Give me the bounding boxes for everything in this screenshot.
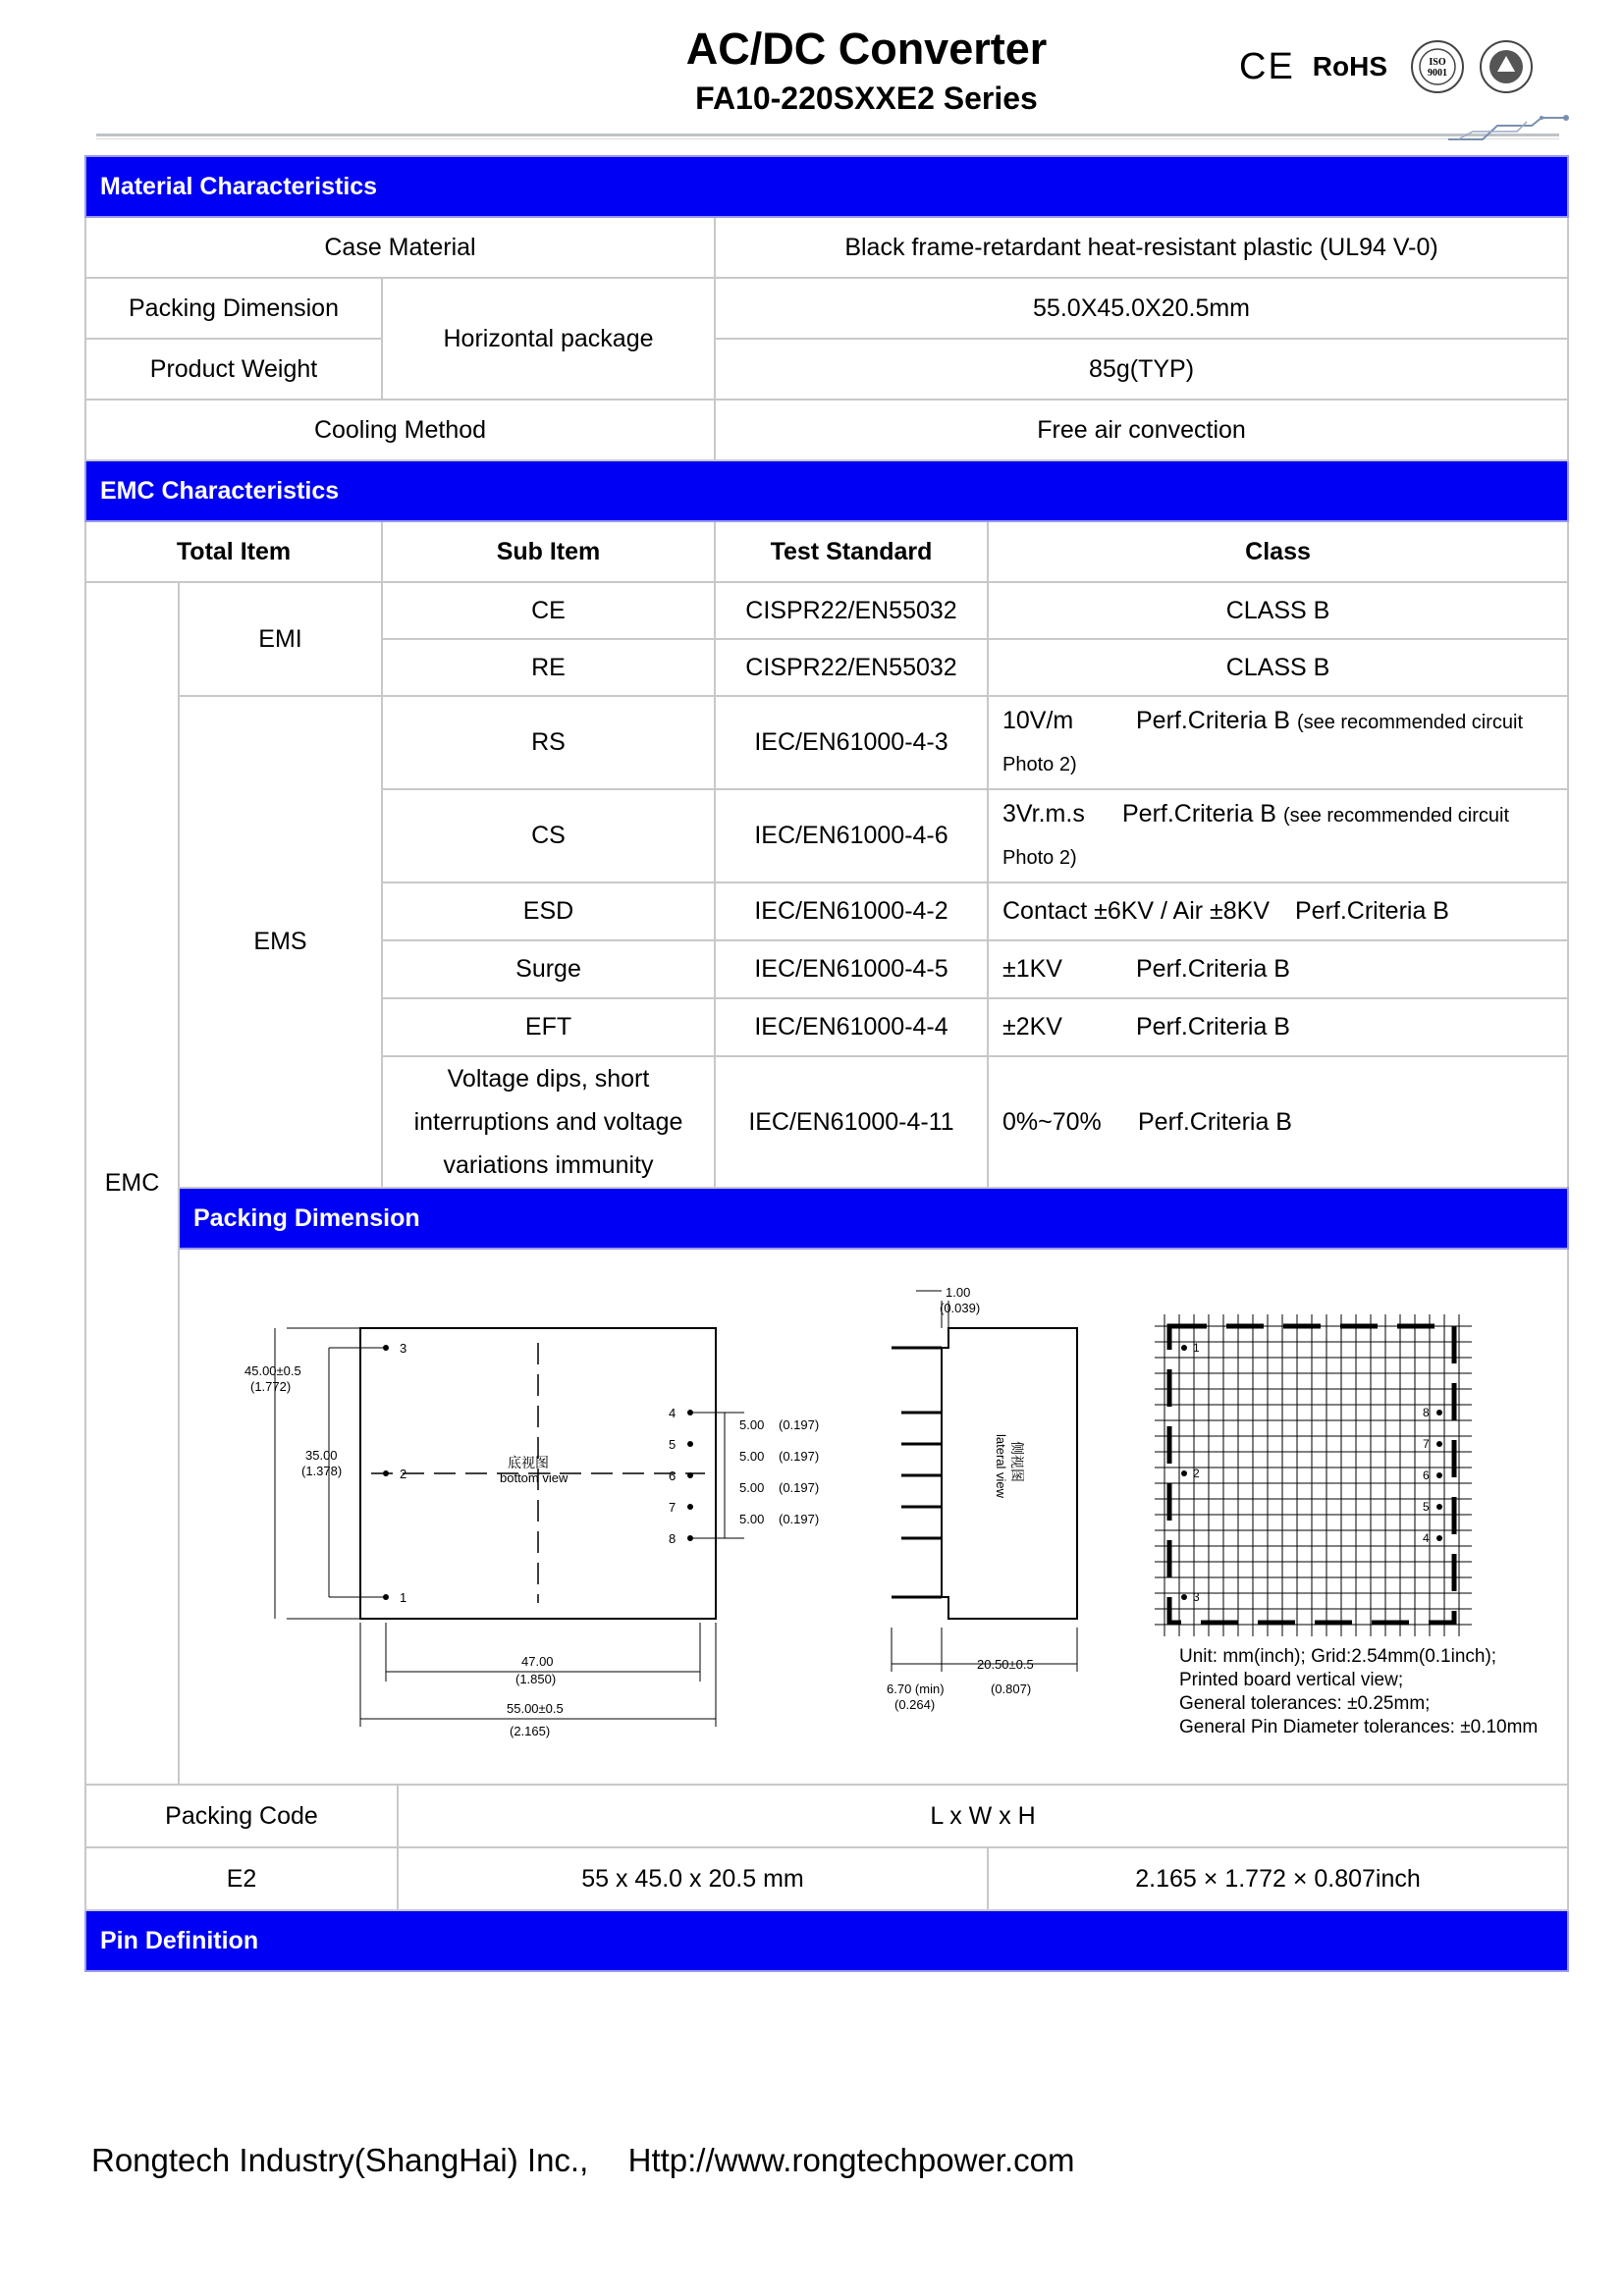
- packing-size-mm: 55 x 45.0 x 20.5 mm: [398, 1847, 988, 1910]
- case-material-label: Case Material: [85, 217, 715, 278]
- ems-criteria: Perf.Criteria B: [1122, 799, 1276, 828]
- col-sub-item: Sub Item: [382, 521, 715, 582]
- emi-label: EMI: [179, 582, 382, 696]
- ems-standard: IEC/EN61000-4-4: [715, 998, 988, 1056]
- ems-standard: IEC/EN61000-4-3: [715, 696, 988, 789]
- horizontal-package-label: Horizontal package: [382, 278, 715, 400]
- emi-standard: CISPR22/EN55032: [715, 639, 988, 696]
- svg-text:4: 4: [1423, 1531, 1430, 1545]
- dim-pin-span-in: (1.378): [301, 1464, 343, 1478]
- dips-standard: IEC/EN61000-4-11: [715, 1056, 988, 1188]
- ems-level: 10V/m: [1002, 706, 1074, 734]
- dim-pitch-in: (0.197): [779, 1449, 820, 1464]
- svg-text:9001: 9001: [1428, 68, 1448, 79]
- dim-pin-x: 47.00: [521, 1654, 554, 1669]
- ems-standard: IEC/EN61000-4-5: [715, 940, 988, 998]
- product-weight-label: Product Weight: [85, 339, 382, 400]
- ems-level: 3Vr.m.s: [1002, 799, 1085, 828]
- dim-tab-in: (0.039): [940, 1301, 981, 1315]
- dim-pitch-in: (0.197): [779, 1512, 820, 1526]
- dim-depth: 20.50±0.5: [977, 1657, 1034, 1672]
- dips-criteria: Perf.Criteria B: [1138, 1107, 1292, 1136]
- svg-text:3: 3: [400, 1341, 407, 1356]
- circuit-trace-icon: [1443, 110, 1571, 143]
- dips-sub-line-1: Voltage dips, short: [447, 1065, 650, 1093]
- dips-sub-item: [382, 1056, 715, 1188]
- ems-criteria: Perf.Criteria B: [1295, 897, 1449, 925]
- dim-pitch-in: (0.197): [779, 1417, 820, 1432]
- ems-class: [988, 882, 1568, 940]
- col-class: Class: [988, 521, 1568, 582]
- dim-pitch: 5.00: [739, 1449, 765, 1464]
- emi-class: CLASS B: [988, 639, 1568, 696]
- packing-code-value: E2: [85, 1847, 398, 1910]
- dim-pin-span: 35.00: [305, 1448, 338, 1463]
- bottom-view-labels: [244, 1363, 819, 1738]
- ems-criteria: Perf.Criteria B: [1136, 955, 1290, 983]
- ems-standard: IEC/EN61000-4-2: [715, 882, 988, 940]
- dim-width-in: (2.165): [510, 1724, 551, 1738]
- lateral-view: [892, 1291, 1077, 1672]
- header-rule: [96, 133, 1559, 136]
- drawing-note: Unit: mm(inch); Grid:2.54mm(0.1inch);: [1179, 1646, 1497, 1667]
- dim-pin-len: 6.70 (min): [887, 1682, 945, 1696]
- ems-sub-item: RS: [382, 696, 715, 789]
- ems-level: ±2KV: [1002, 1013, 1062, 1041]
- product-weight-value: 85g(TYP): [715, 339, 1568, 400]
- svg-text:5: 5: [1423, 1500, 1430, 1514]
- emc-total-item: EMC: [85, 582, 179, 1785]
- svg-text:1: 1: [400, 1590, 407, 1605]
- dim-width: 55.00±0.5: [507, 1701, 564, 1716]
- svg-text:2: 2: [400, 1467, 407, 1481]
- dips-sub-line-3: variations immunity: [443, 1151, 654, 1179]
- lateral-view-en: lateral view: [994, 1434, 1008, 1499]
- document-subtitle: FA10-220SXXE2 Series: [695, 80, 1038, 116]
- ems-level: Contact ±6KV / Air ±8KV: [1002, 897, 1271, 925]
- dim-pin-len-in: (0.264): [894, 1697, 936, 1712]
- col-total-item: Total Item: [85, 521, 382, 582]
- ems-class: [988, 696, 1568, 789]
- svg-text:ISO: ISO: [1429, 57, 1446, 68]
- svg-text:8: 8: [1423, 1406, 1430, 1419]
- ems-sub-item: EFT: [382, 998, 715, 1056]
- dips-level: 0%~70%: [1002, 1107, 1102, 1136]
- dips-class: [988, 1056, 1568, 1188]
- packing-code-label: Packing Code: [85, 1785, 398, 1847]
- svg-text:6: 6: [669, 1468, 677, 1483]
- svg-text:7: 7: [669, 1500, 677, 1515]
- dim-pin-x-in: (1.850): [515, 1672, 557, 1686]
- dim-height-in: (1.772): [250, 1379, 292, 1394]
- dim-height: 45.00±0.5: [244, 1363, 301, 1378]
- dips-sub-line-2: interruptions and voltage: [413, 1108, 683, 1136]
- lateral-view-cn: 侧视图: [1009, 1441, 1025, 1482]
- bottom-view-cn: 底视图: [508, 1455, 549, 1470]
- svg-text:8: 8: [669, 1531, 677, 1546]
- emi-sub-item: RE: [382, 639, 715, 696]
- ems-note-cont: Photo 2): [1002, 753, 1077, 775]
- emi-class: CLASS B: [988, 582, 1568, 639]
- svg-text:2: 2: [1193, 1467, 1200, 1480]
- drawing-note: General tolerances: ±0.25mm;: [1179, 1693, 1431, 1714]
- rohs-mark: RoHS: [1312, 51, 1388, 81]
- svg-text:7: 7: [1423, 1437, 1430, 1451]
- ems-class: [988, 940, 1568, 998]
- mechanical-drawing: [179, 1249, 1568, 1785]
- document-title: AC/DC Converter: [685, 24, 1048, 74]
- svg-text:6: 6: [1423, 1468, 1430, 1482]
- packing-dimension-label: Packing Dimension: [85, 278, 382, 339]
- footer-url[interactable]: Http://www.rongtechpower.com: [627, 2142, 1075, 2178]
- dimension-drawing: [180, 1250, 1624, 1784]
- ems-sub-item: ESD: [382, 882, 715, 940]
- ems-sub-item: CS: [382, 789, 715, 882]
- svg-text:1: 1: [1193, 1341, 1200, 1355]
- certification-logos: [1239, 41, 1535, 92]
- dim-pitch-in: (0.197): [779, 1480, 820, 1495]
- dim-pitch: 5.00: [739, 1417, 765, 1432]
- ems-standard: IEC/EN61000-4-6: [715, 789, 988, 882]
- ems-sub-item: Surge: [382, 940, 715, 998]
- cooling-method-label: Cooling Method: [85, 400, 715, 460]
- spec-sheet: [84, 155, 1567, 1972]
- ems-criteria: Perf.Criteria B: [1136, 1013, 1290, 1041]
- iso-badge-icon: [1409, 38, 1466, 95]
- material-section-header: Material Characteristics: [85, 156, 1568, 217]
- bottom-view: [275, 1328, 744, 1727]
- svg-text:3: 3: [1193, 1590, 1200, 1604]
- svg-text:4: 4: [669, 1406, 677, 1420]
- case-material-value: Black frame-retardant heat-resistant plastic (UL94 V-0): [715, 217, 1568, 278]
- ems-class: [988, 789, 1568, 882]
- ems-class: [988, 998, 1568, 1056]
- packing-section-header: Packing Dimension: [179, 1188, 1568, 1249]
- emi-standard: CISPR22/EN55032: [715, 582, 988, 639]
- packing-size-inch: 2.165 × 1.772 × 0.807inch: [988, 1847, 1568, 1910]
- drawing-note: General Pin Diameter tolerances: ±0.10mm: [1179, 1717, 1539, 1737]
- ce-mark: CE: [1239, 45, 1295, 87]
- svg-text:5: 5: [669, 1437, 677, 1452]
- dim-pitch: 5.00: [739, 1512, 765, 1526]
- cooling-method-value: Free air convection: [715, 400, 1568, 460]
- ems-note: (see recommended circuit: [1296, 711, 1524, 733]
- ems-label: EMS: [179, 696, 382, 1188]
- ems-criteria: Perf.Criteria B: [1136, 706, 1290, 734]
- dim-depth-in: (0.807): [991, 1682, 1032, 1696]
- footer-company: Rongtech Industry(ShangHai) Inc.,: [91, 2142, 589, 2178]
- drawing-notes: [1179, 1646, 1538, 1737]
- bottom-view-en: bottom view: [500, 1470, 568, 1485]
- emi-sub-item: CE: [382, 582, 715, 639]
- emc-section-header: EMC Characteristics: [85, 460, 1568, 521]
- lwh-label: L x W x H: [398, 1785, 1568, 1847]
- dim-pitch: 5.00: [739, 1480, 765, 1495]
- packing-dimension-value: 55.0X45.0X20.5mm: [715, 278, 1568, 339]
- ems-note: (see recommended circuit: [1282, 804, 1510, 827]
- spec-table: [84, 155, 1569, 1972]
- col-test-standard: Test Standard: [715, 521, 988, 582]
- footer: [91, 2142, 1074, 2179]
- pin-definition-header: Pin Definition: [85, 1910, 1568, 1971]
- dim-tab: 1.00: [946, 1285, 971, 1300]
- ems-level: ±1KV: [1002, 955, 1062, 983]
- header-rule-thin: [96, 138, 1559, 139]
- ems-note-cont: Photo 2): [1002, 846, 1077, 869]
- quality-seal-icon: [1478, 38, 1535, 95]
- drawing-note: Printed board vertical view;: [1179, 1670, 1404, 1690]
